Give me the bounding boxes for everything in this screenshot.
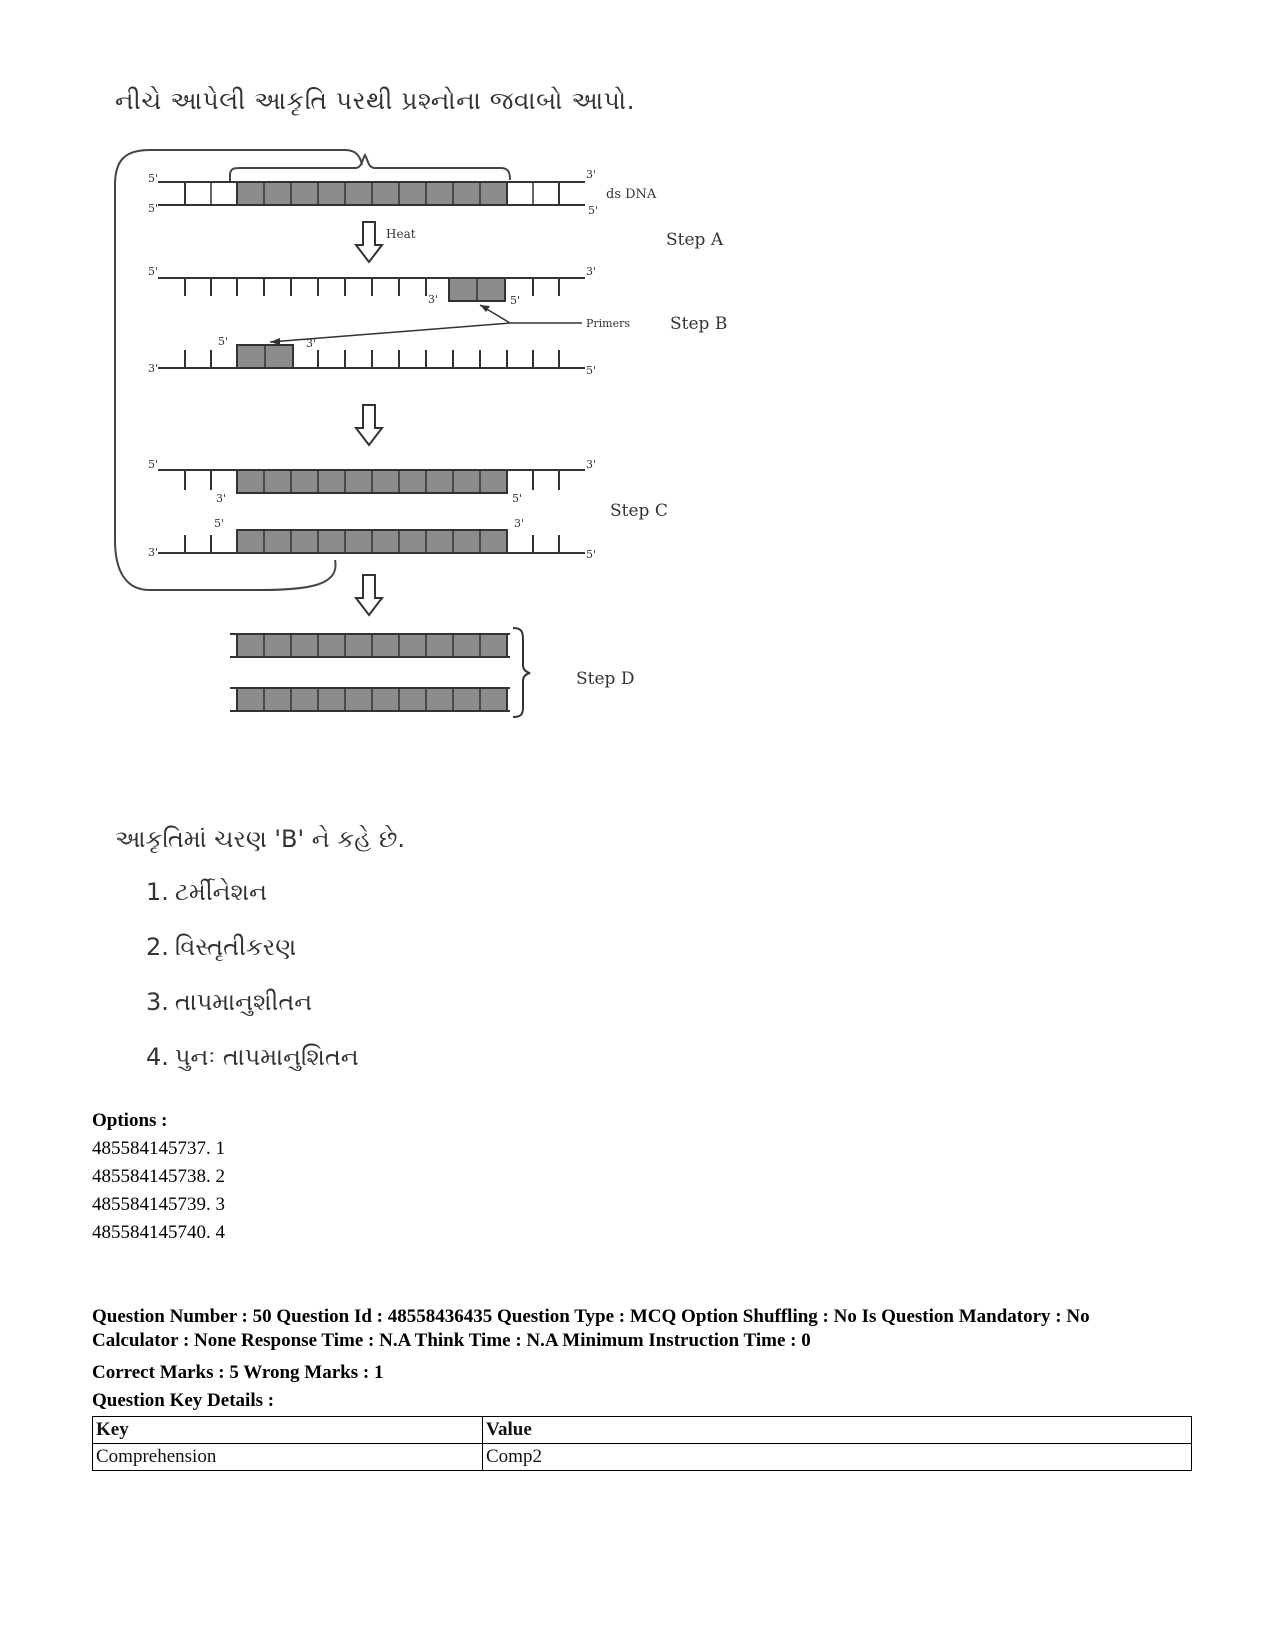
step-d-label: Step D <box>576 669 635 689</box>
primers-label: Primers <box>586 317 631 330</box>
key-details-table <box>92 1416 1192 1471</box>
choice-1: 1. ટર્મીનેશન <box>146 878 267 906</box>
table-header: Key <box>93 1417 483 1444</box>
option-item: 485584145739. 3 <box>92 1194 225 1215</box>
choice-2: 2. વિસ્તૃતીકરણ <box>146 933 297 961</box>
option-item: 485584145738. 2 <box>92 1166 225 1187</box>
end-label: 5' <box>148 172 159 185</box>
step-d-brace <box>513 628 530 717</box>
extended-strand-top <box>158 470 585 493</box>
marks-line: Correct Marks : 5 Wrong Marks : 1 <box>92 1362 384 1383</box>
heat-arrow-icon <box>356 222 382 262</box>
key-details-label: Question Key Details : <box>92 1390 275 1411</box>
end-label: 3' <box>216 492 227 505</box>
end-label: 3' <box>306 337 317 350</box>
step-c-label: Step C <box>610 501 668 521</box>
end-label: 5' <box>588 204 599 217</box>
table-cell: Comprehension <box>93 1444 483 1471</box>
end-label: 5' <box>512 492 523 505</box>
ds-dna-label: ds DNA <box>606 187 657 202</box>
end-label: 5' <box>218 335 229 348</box>
top-brace <box>230 155 510 185</box>
option-item: 485584145740. 4 <box>92 1222 225 1243</box>
product-dna-2 <box>230 688 510 711</box>
option-item: 485584145737. 1 <box>92 1138 225 1159</box>
table-header: Value <box>483 1417 1192 1444</box>
single-strand-bottom <box>158 345 585 368</box>
down-arrow-icon <box>356 405 382 445</box>
ds-dna-strand <box>158 182 585 205</box>
question-meta: Question Number : 50 Question Id : 48558436435 Question Type : MCQ Option Shuffling : No Is Question Mandatory : No Calculator : None Response Time : N.A Think Time : N.A Minimum Instruction Time : 0 <box>92 1306 1090 1351</box>
end-label: 3' <box>148 362 159 375</box>
down-arrow-icon <box>356 575 382 615</box>
end-label: 3' <box>148 546 159 559</box>
end-label: 5' <box>148 265 159 278</box>
end-label: 5' <box>148 458 159 471</box>
end-label: 5' <box>586 364 597 377</box>
end-label: 5' <box>586 548 597 561</box>
pcr-diagram <box>110 140 760 760</box>
end-label: 3' <box>428 293 439 306</box>
heat-label: Heat <box>386 227 416 241</box>
end-label: 3' <box>514 517 525 530</box>
end-label: 5' <box>510 294 521 307</box>
product-dna-1 <box>230 634 510 657</box>
table-row <box>93 1444 1192 1471</box>
step-a-label: Step A <box>666 230 724 250</box>
end-label: 5' <box>214 517 225 530</box>
question-intro: નીચે આપેલી આકૃતિ પરથી પ્રશ્નોના જવાબો આપો. <box>115 86 636 115</box>
choice-3: 3. તાપમાનુશીતન <box>146 988 313 1016</box>
end-label: 3' <box>586 168 597 181</box>
end-label: 5' <box>148 202 159 215</box>
table-cell: Comp2 <box>483 1444 1192 1471</box>
question-stem: આકૃતિમાં ચરણ 'B' ને કહે છે. <box>115 825 406 853</box>
step-b-label: Step B <box>670 314 728 334</box>
end-label: 3' <box>586 458 597 471</box>
options-label: Options : <box>92 1110 168 1131</box>
table-header-row <box>93 1417 1192 1444</box>
end-label: 3' <box>586 265 597 278</box>
choice-4: 4. પુનઃ તાપમાનુશિતન <box>146 1043 359 1071</box>
single-strand-top <box>158 278 585 301</box>
extended-strand-bottom <box>158 530 585 553</box>
